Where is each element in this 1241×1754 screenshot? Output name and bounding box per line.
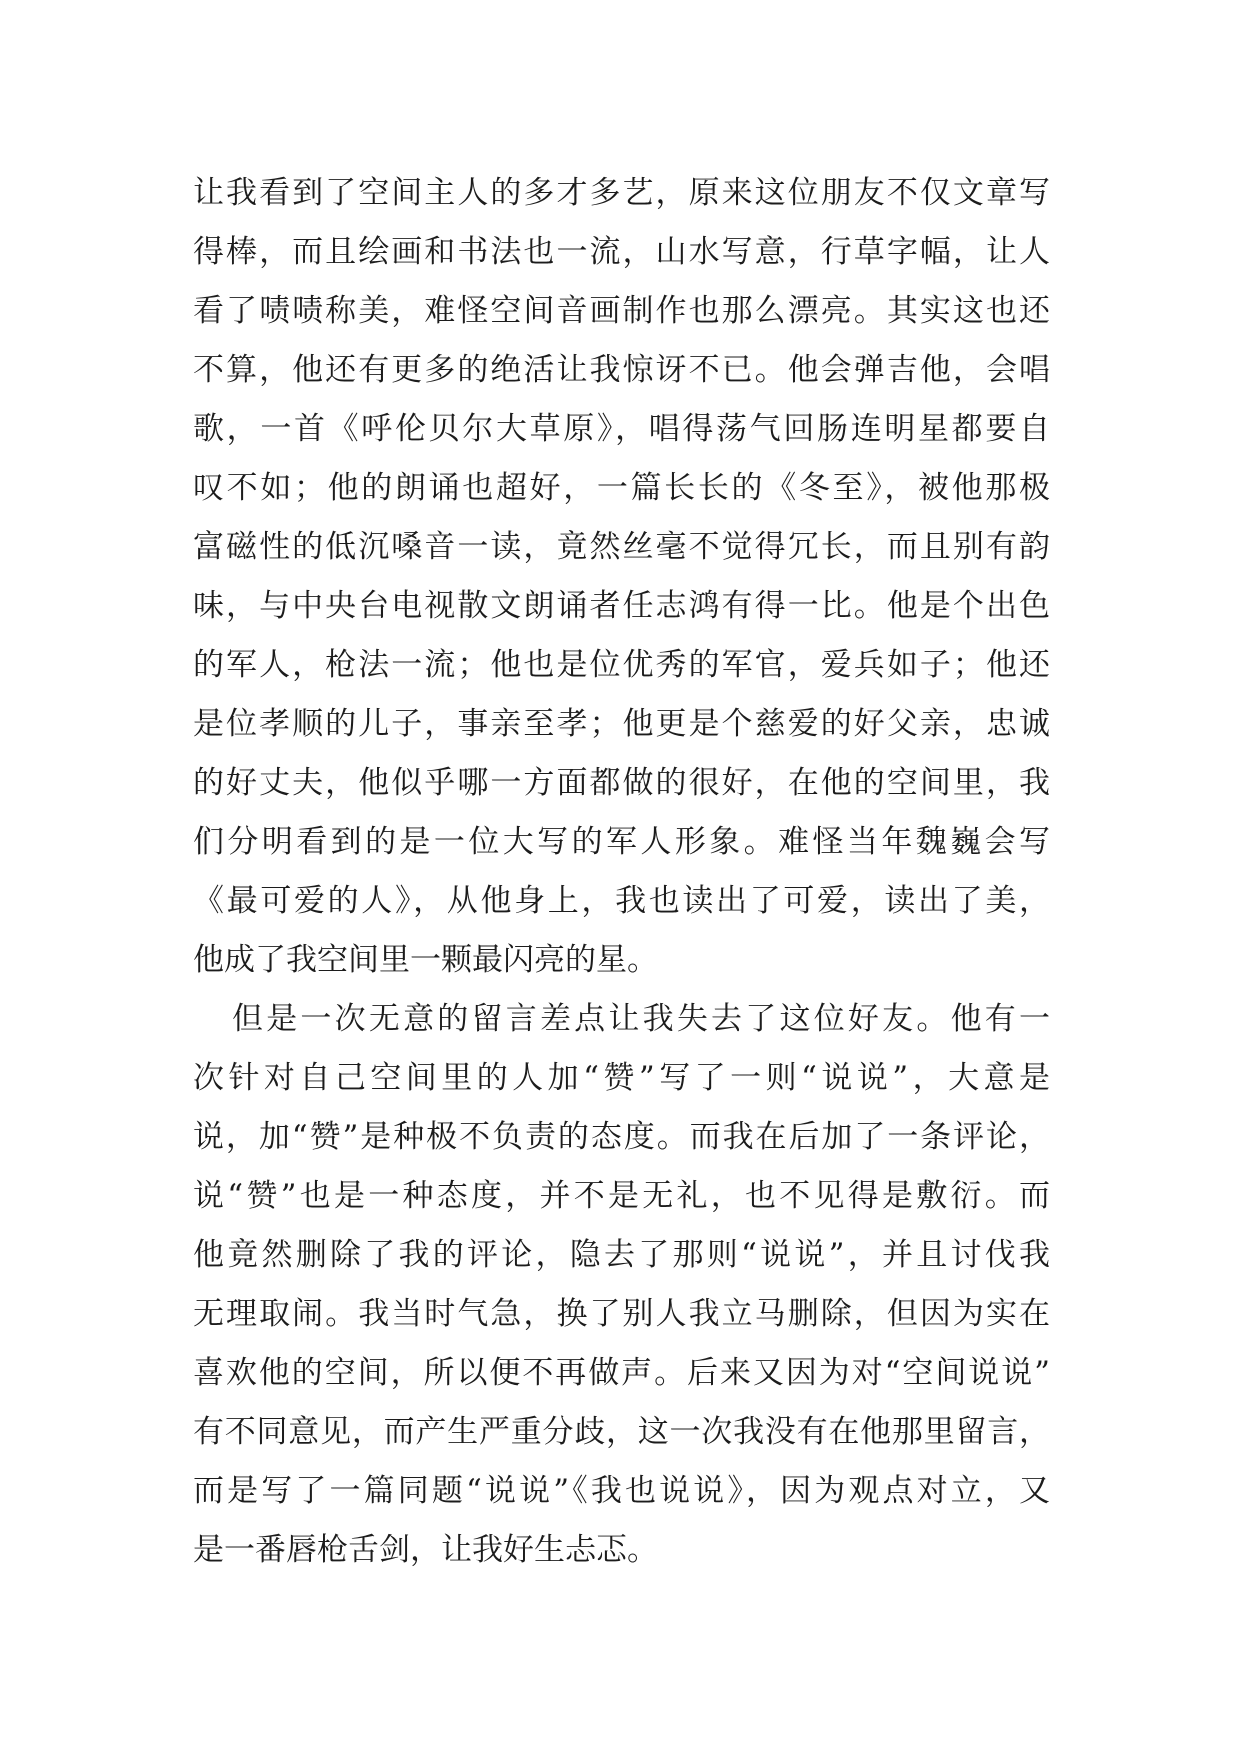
text-line: 《最可爱的人》，从他身上，我也读出了可爱，读出了美，: [193, 883, 1050, 919]
text-line: 有不同意见，而产生严重分歧，这一次我没有在他那里留言，: [193, 1414, 1050, 1450]
body-text: [193, 164, 1050, 1580]
text-line: 得棒，而且绘画和书法也一流，山水写意，行草字幅，让人: [193, 234, 1050, 270]
text-line: 歌，一首《呼伦贝尔大草原》，唱得荡气回肠连明星都要自: [193, 411, 1050, 447]
text-line: 他竟然删除了我的评论，隐去了那则“说说”，并且讨伐我: [193, 1237, 1050, 1273]
text-line: 次针对自己空间里的人加“赞”写了一则“说说”，大意是: [193, 1060, 1050, 1096]
text-line: 是一番唇枪舌剑，让我好生忐忑。: [193, 1532, 658, 1568]
text-line: 富磁性的低沉嗓音一读，竟然丝毫不觉得冗长，而且别有韵: [193, 529, 1050, 565]
text-line: 说，加“赞”是种极不负责的态度。而我在后加了一条评论，: [193, 1119, 1050, 1155]
text-line: 的好丈夫，他似乎哪一方面都做的很好，在他的空间里，我: [193, 765, 1050, 801]
text-line: 看了啧啧称美，难怪空间音画制作也那么漂亮。其实这也还: [193, 293, 1050, 329]
paragraph-2: [193, 990, 1050, 1580]
text-line: 无理取闹。我当时气急，换了别人我立马删除，但因为实在: [193, 1296, 1050, 1332]
text-line: 他成了我空间里一颗最闪亮的星。: [193, 942, 658, 978]
text-line: 味，与中央台电视散文朗诵者任志鸿有得一比。他是个出色: [193, 588, 1050, 624]
text-line: 不算，他还有更多的绝活让我惊讶不已。他会弹吉他，会唱: [193, 352, 1050, 388]
text-line: 而是写了一篇同题“说说”《我也说说》，因为观点对立，又: [193, 1473, 1050, 1509]
text-line: 喜欢他的空间，所以便不再做声。后来又因为对“空间说说”: [193, 1355, 1050, 1391]
text-line: 的军人，枪法一流；他也是位优秀的军官，爱兵如子；他还: [193, 647, 1050, 683]
text-line: 叹不如；他的朗诵也超好，一篇长长的《冬至》，被他那极: [193, 470, 1050, 506]
text-line: 说“赞”也是一种态度，并不是无礼，也不见得是敷衍。而: [193, 1178, 1050, 1214]
paragraph-1: [193, 164, 1050, 990]
text-line: 们分明看到的是一位大写的军人形象。难怪当年魏巍会写: [193, 824, 1050, 860]
text-line: 但是一次无意的留言差点让我失去了这位好友。他有一: [232, 1001, 1050, 1037]
text-line: 是位孝顺的儿子，事亲至孝；他更是个慈爱的好父亲，忠诚: [193, 706, 1050, 742]
text-line: 让我看到了空间主人的多才多艺，原来这位朋友不仅文章写: [193, 175, 1050, 211]
